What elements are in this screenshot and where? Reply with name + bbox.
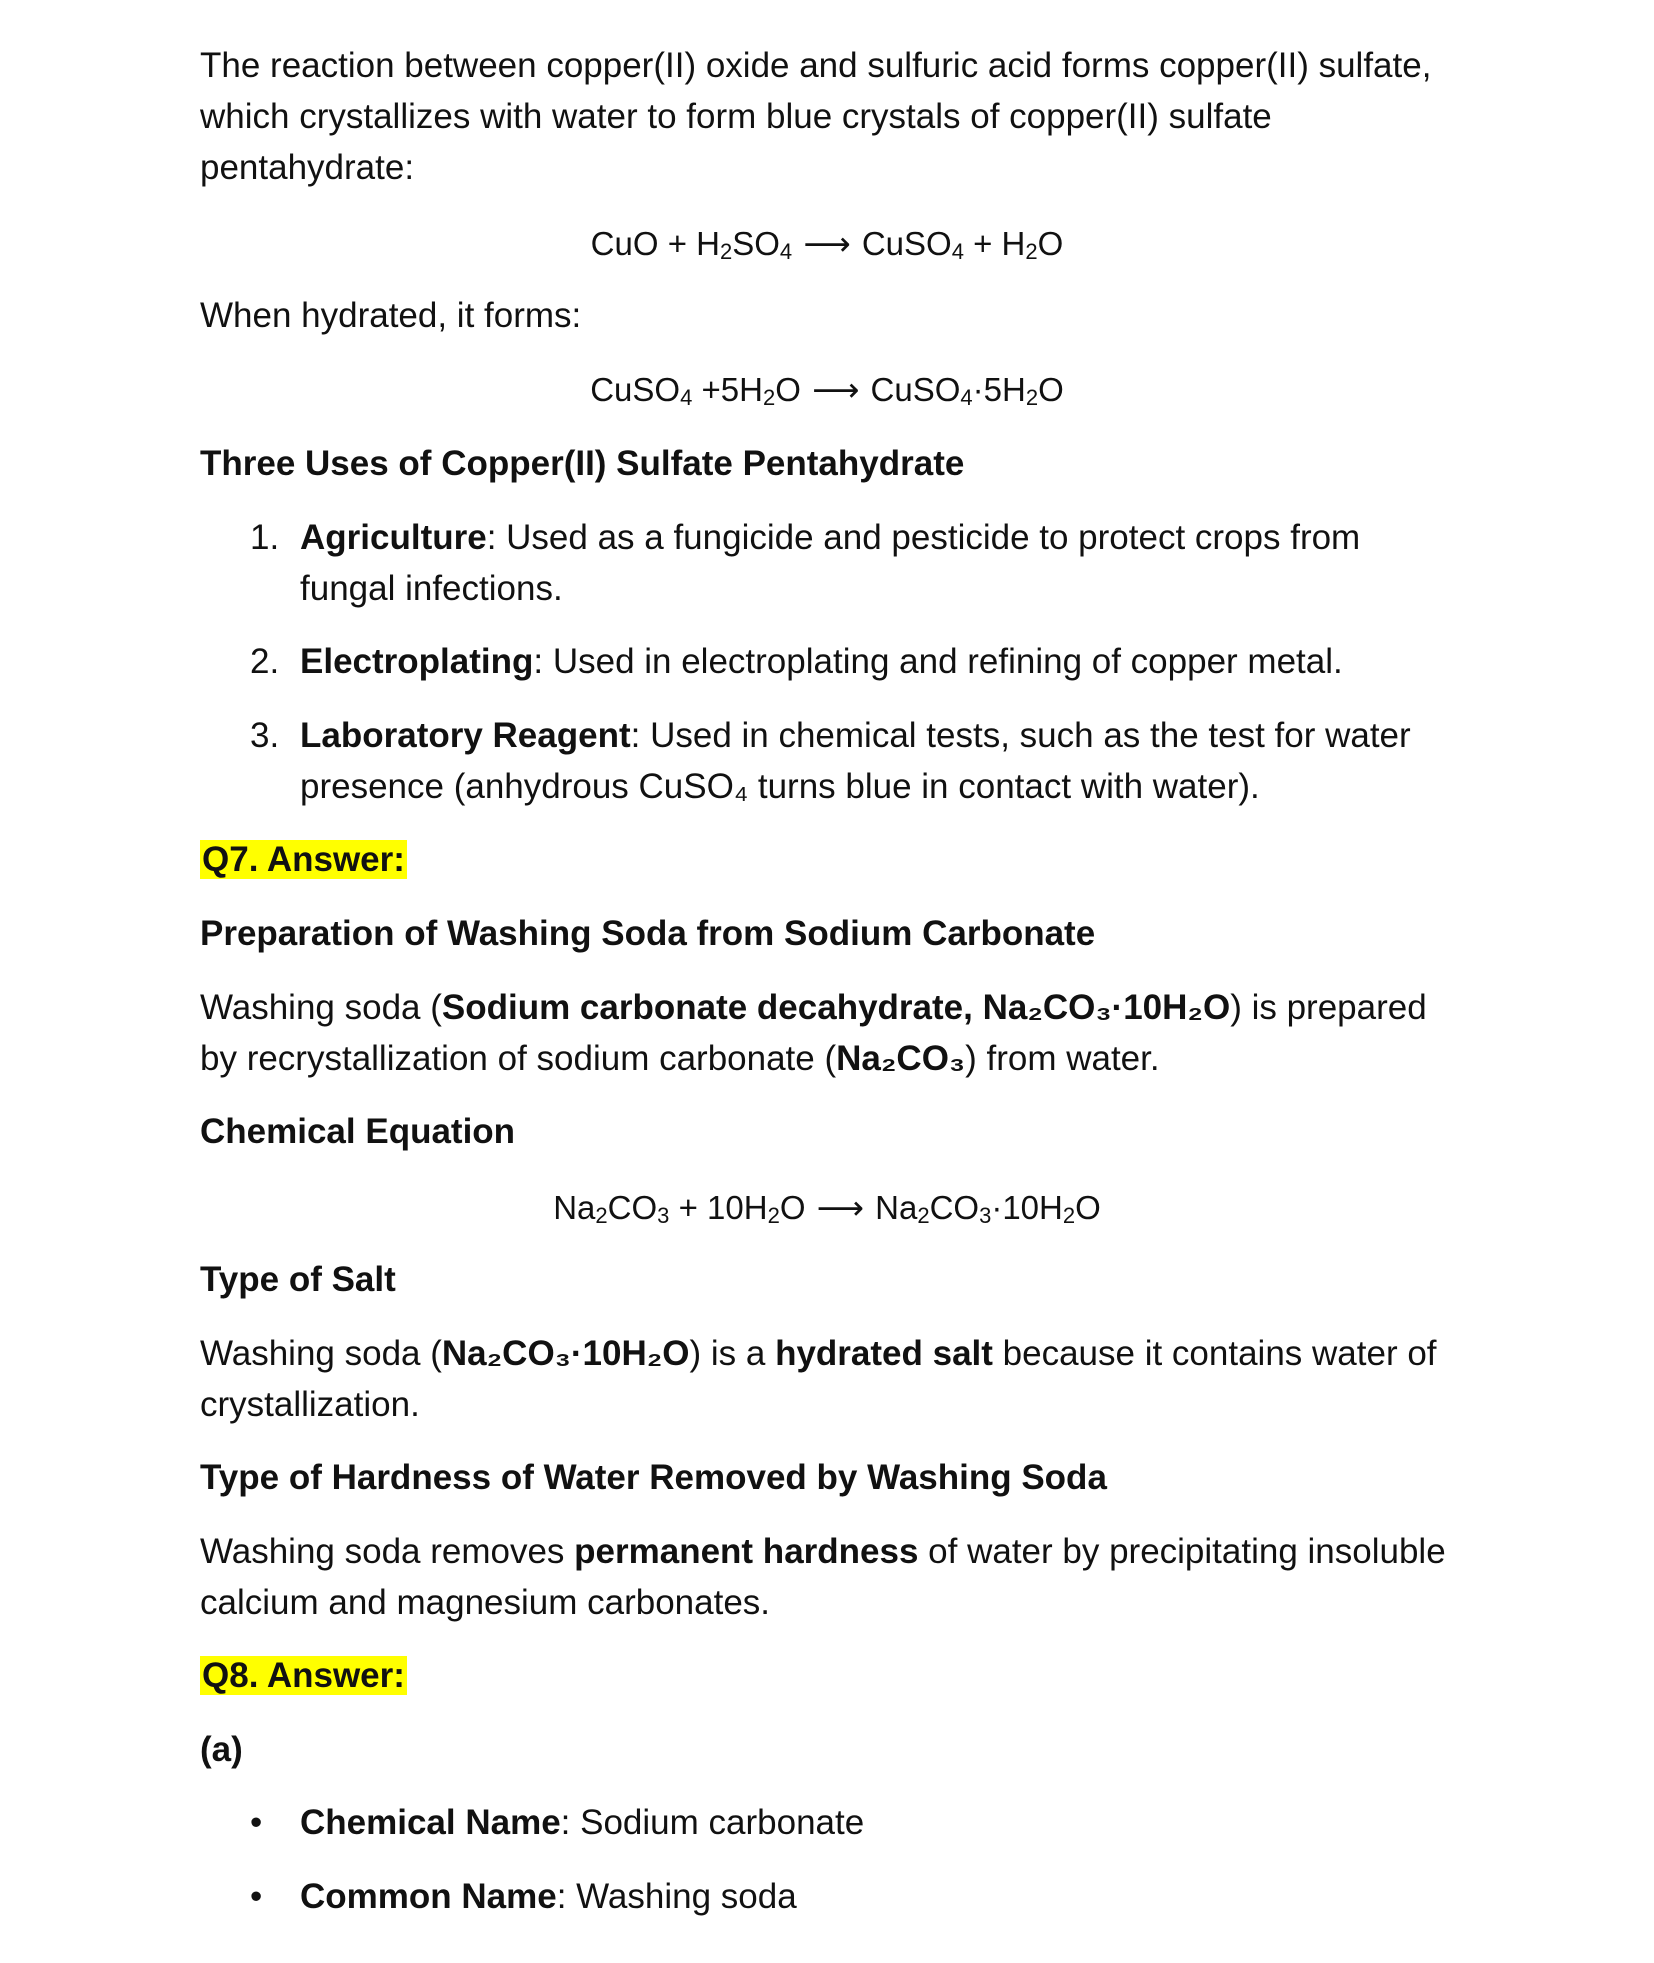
equation-copper-oxide-reaction: CuO + $H_2SO_4$ ⟶ CuSO$_4$ + $H_2O$ [590,225,1064,264]
part-a-label: (a) [200,1730,243,1769]
hydrated-text: When hydrated, it forms: [200,296,582,335]
reaction-arrow-icon: ⟶ [803,225,851,262]
list-item-electroplating: 2. Electroplating: Used in electroplating and refining of copper metal. [250,642,1343,681]
q8-label-line [200,1650,1470,1701]
bullet-icon: • [250,1877,263,1916]
equation-washing-soda: $Na_2CO_3 + 10H_2O$ ⟶ $Na_2CO_3\cdot 10H_2O$ [553,1189,1101,1228]
reaction-arrow-icon: ⟶ [812,371,860,408]
q7-label: Q7. Answer: [202,840,405,879]
q7-label-line [200,834,1470,885]
intro-paragraph: The reaction between copper(II) oxide and sulfuric acid forms copper(II) sulfate, which crystallizes with water to form blue crystals of copper(II) sulfate pentahydrate: [200,46,1432,187]
equation-hydration: CuSO$_4$ $+5H_2O$ ⟶ $CuSO_4\cdot 5H_2O$ [590,371,1064,410]
prep-heading: Preparation of Washing Soda from Sodium Carbonate [200,914,1096,953]
hardness-heading: Type of Hardness of Water Removed by Washing Soda [200,1458,1107,1497]
uses-heading: Three Uses of Copper(II) Sulfate Pentahydrate [200,444,965,483]
chemical-equation-heading: Chemical Equation [200,1112,516,1151]
salt-heading: Type of Salt [200,1260,396,1299]
prep-paragraph: Washing soda (Sodium carbonate decahydrate, Na₂CO₃·10H₂O) is prepared by recrystallization of sodium carbonate (Na₂CO₃) from water. [200,988,1427,1078]
reaction-arrow-icon: ⟶ [816,1189,864,1226]
hardness-paragraph: Washing soda removes permanent hardness of water by precipitating insoluble calcium and magnesium carbonates. [200,1532,1446,1622]
list-item-laboratory-reagent: 3. Laboratory Reagent: Used in chemical tests, such as the test for water presence (anhydrous CuSO₄ turns blue in contact with water). [250,716,1411,806]
q8-label: Q8. Answer: [202,1656,405,1695]
bullet-common-name: • Common Name: Washing soda [250,1871,1450,1922]
list-item-agriculture: 1. Agriculture: Used as a fungicide and pesticide to protect crops from fungal infections. [250,518,1361,608]
bullet-icon: • [250,1803,263,1842]
salt-paragraph: Washing soda (Na₂CO₃·10H₂O) is a hydrated salt because it contains water of crystallization. [200,1334,1437,1424]
bullet-chemical-name: • Chemical Name: Sodium carbonate [250,1797,1450,1848]
